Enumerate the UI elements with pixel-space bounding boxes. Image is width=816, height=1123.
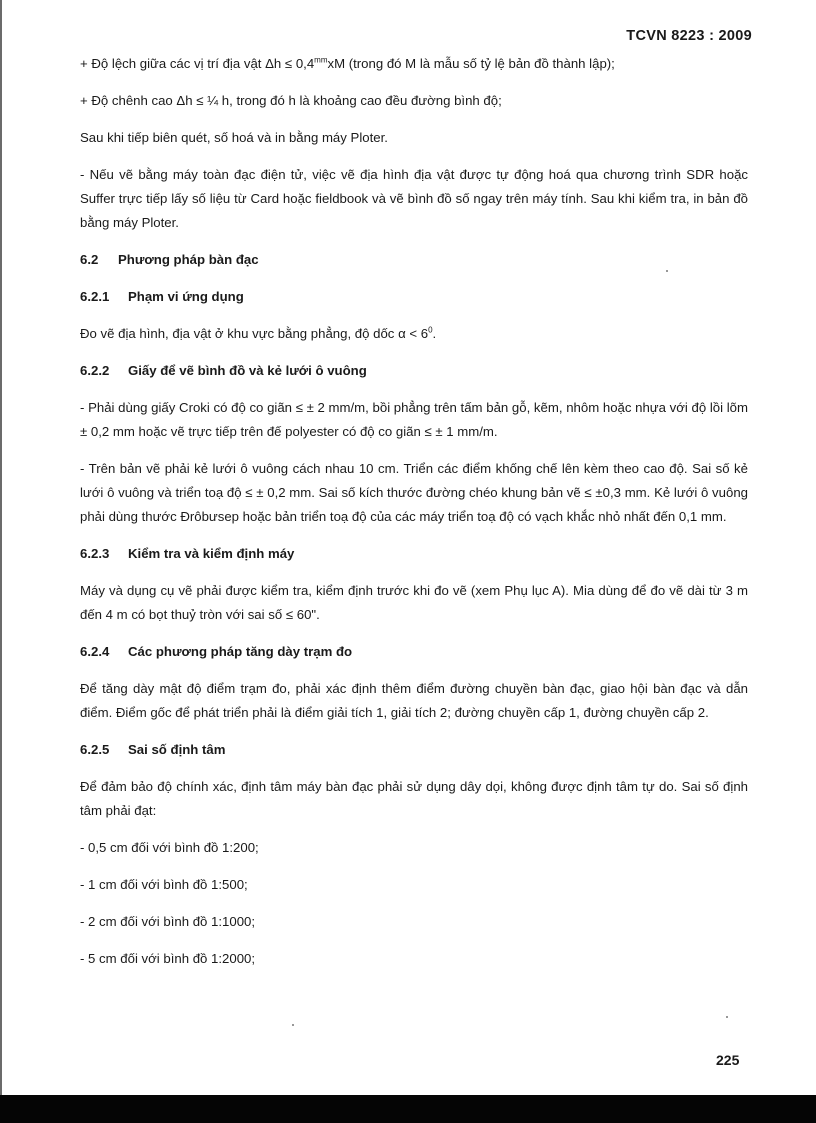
paragraph-centering: Để đảm bảo độ chính xác, định tâm máy bàn đạc phải sử dụng dây dọi, không được định tâm tự do. Sai số định tâm phải đạt: [80, 779, 748, 818]
heading-number: 6.2.5 [80, 742, 110, 757]
page-number: 225 [716, 1052, 740, 1068]
text-fragment: xM (trong đó M là mẫu số tỷ lệ bản đồ thành lập); [327, 56, 615, 71]
text-fragment: . [432, 326, 437, 341]
list-item: - 2 cm đối với bình đồ 1:1000; [80, 914, 256, 929]
paragraph-elevation: + Độ chênh cao Δh ≤ ¼ h, trong đó h là khoảng cao đều đường bình độ; [80, 93, 502, 108]
heading-number: 6.2.1 [80, 289, 110, 304]
standard-header: TCVN 8223 : 2009 [626, 28, 752, 44]
paragraph-scan: Sau khi tiếp biên quét, số hoá và in bằng máy Ploter. [80, 130, 388, 145]
heading-6-2-4 [80, 640, 748, 664]
paragraph-deviation [80, 52, 748, 76]
heading-number: 6.2.4 [80, 644, 110, 659]
heading-title: Giấy để vẽ bình đồ và kẻ lưới ô vuông [128, 363, 367, 378]
paragraph-calibration: Máy và dụng cụ vẽ phải được kiểm tra, kiểm định trước khi đo vẽ (xem Phụ lục A). Mia dùng để đo vẽ dài từ 3 m đến 4 m có bọt thuỷ tròn với sai số ≤ 60". [80, 583, 748, 622]
heading-title: Các phương pháp tăng dày trạm đo [128, 644, 353, 659]
heading-6-2-2 [80, 359, 748, 383]
heading-title: Kiểm tra và kiểm định máy [128, 546, 295, 561]
heading-title: Phạm vi ứng dụng [128, 289, 244, 304]
paragraph-densification: Để tăng dày mật độ điểm trạm đo, phải xác định thêm điểm đường chuyền bàn đạc, giao hội bàn đạc và dẫn điểm. Điểm gốc để phát triển phải là điểm giải tích 1, giải tích 2; đường chuyền cấp 1, đường chuyền cấp 2. [80, 681, 748, 720]
heading-title: Sai số định tâm [128, 742, 226, 757]
paragraph-grid: - Trên bản vẽ phải kẻ lưới ô vuông cách nhau 10 cm. Triển các điểm khống chế lên kèm theo cao độ. Sai số kẻ lưới ô vuông và triển toạ độ ≤ ± 0,2 mm. Sai số kích thước đường chéo khung bản vẽ ≤ ±0,3 mm. Kẻ lưới ô vuông phải dùng thước Đrôbưsep hoặc bản triển toạ độ của các máy triển toạ độ có vạch khắc nhỏ nhất đến 0,1 mm. [80, 461, 748, 524]
heading-number: 6.2.3 [80, 546, 110, 561]
text-fragment: + Độ lệch giữa các vị trí địa vật Δh ≤ 0,4 [80, 56, 315, 71]
scan-speck [292, 1024, 294, 1026]
paragraph-scope [80, 322, 748, 346]
superscript: mm [314, 55, 328, 65]
heading-number: 6.2 [80, 252, 99, 267]
list-item: - 1 cm đối với bình đồ 1:500; [80, 877, 248, 892]
heading-title: Phương pháp bàn đạc [118, 252, 259, 267]
scan-bottom-edge [0, 1095, 816, 1123]
scan-speck [666, 270, 668, 272]
heading-6-2-1 [80, 285, 748, 309]
superscript: 0 [428, 325, 433, 335]
heading-6-2-5 [80, 738, 748, 762]
heading-6-2 [80, 248, 748, 272]
text-fragment: Đo vẽ địa hình, địa vật ở khu vực bằng phẳng, độ dốc α < 6 [80, 326, 429, 341]
heading-6-2-3 [80, 542, 748, 566]
list-item: - 0,5 cm đối với bình đồ 1:200; [80, 840, 259, 855]
scan-left-edge [0, 0, 2, 1095]
list-item: - 5 cm đối với bình đồ 1:2000; [80, 951, 256, 966]
paragraph-paper: - Phải dùng giấy Croki có độ co giãn ≤ ± 2 mm/m, bồi phẳng trên tấm bản gỗ, kẽm, nhôm hoặc nhựa với độ lồi lõm ± 0,2 mm hoặc vẽ trực tiếp trên đế polyester có độ co giãn ≤ ± 1 mm/m. [80, 400, 748, 439]
heading-number: 6.2.2 [80, 363, 110, 378]
scan-speck [726, 1016, 728, 1018]
paragraph-total-station: - Nếu vẽ bằng máy toàn đạc điện tử, việc vẽ địa hình địa vật được tự động hoá qua chương trình SDR hoặc Suffer trực tiếp lấy số liệu từ Card hoặc fieldbook và vẽ bình đồ số ngay trên máy tính. Sau khi kiểm tra, in bản đồ bằng máy Ploter. [80, 167, 748, 230]
document-body [80, 52, 748, 984]
